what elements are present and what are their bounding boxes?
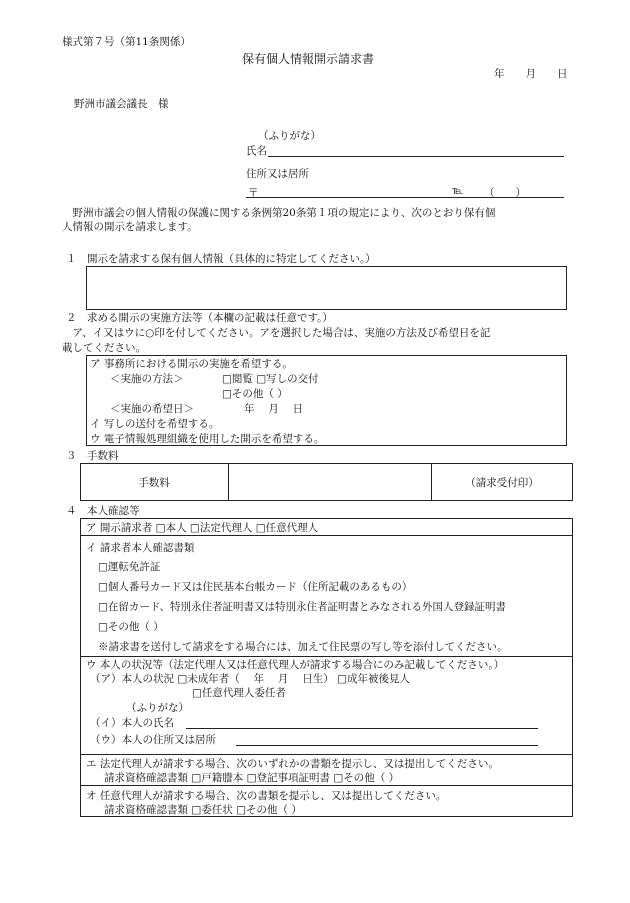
voluntary-agent-docs[interactable]: 請求資格確認書類 □委任状 □その他（ ）	[104, 804, 302, 816]
section1-title: １ 開示を請求する保有個人情報（具体的に特定してください。）	[66, 253, 376, 265]
row-divider-4	[80, 785, 573, 786]
addressee: 野洲市議会議長 様	[74, 98, 169, 110]
section2-note-1: ア、イ又はウに○印を付してください。アを選択した場合は、実施の方法及び希望日を記	[62, 327, 491, 339]
legal-agent-docs[interactable]: 請求資格確認書類 □戸籍謄本 □登記事項証明書 □その他（ ）	[104, 772, 400, 784]
row-divider-1	[80, 535, 573, 536]
section3-title: ３ 手数料	[66, 450, 119, 462]
id-docs-title: イ 請求者本人確認書類	[86, 542, 195, 554]
form-number: 様式第７号（第11条関係）	[62, 36, 191, 48]
principal-furigana: （ふりがな）	[126, 702, 189, 714]
name-label: 氏名	[246, 145, 267, 157]
section4-title: ４ 本人確認等	[66, 505, 140, 517]
id-doc-license[interactable]: □運転免許証	[98, 561, 161, 573]
postal-mark: 〒	[248, 187, 259, 199]
fee-value[interactable]	[228, 463, 431, 501]
address-label: 住所又は居所	[246, 168, 309, 180]
requester-type[interactable]: ア 開示請求者 □本人 □法定代理人 □任意代理人	[86, 522, 319, 534]
address-field[interactable]	[246, 197, 564, 198]
date-line: 年 月 日	[494, 68, 568, 80]
option-b-label[interactable]: イ 写しの送付を希望する。	[90, 418, 220, 430]
principal-name-field[interactable]	[186, 728, 538, 729]
principal-status[interactable]: （ア）本人の状況 □未成年者（ 年 月 日生） □成年被後見人	[90, 673, 411, 685]
stamp-label: （請求受付印）	[465, 476, 539, 489]
principal-status-title: ウ 本人の状況等（法定代理人又は任意代理人が請求する場合にのみ記載してください。）	[86, 659, 505, 671]
name-field[interactable]	[268, 156, 564, 157]
legal-agent-text: エ 法定代理人が請求する場合、次のいずれかの書類を提示し、又は提出してください。	[86, 758, 499, 770]
principal-address-label: （ウ）本人の住所又は居所	[90, 734, 216, 746]
option-a-label[interactable]: ア 事務所における開示の実施を希望する。	[90, 358, 293, 370]
date-value[interactable]: 年 月 日	[244, 403, 304, 415]
requested-info-field[interactable]	[86, 266, 567, 310]
id-doc-other[interactable]: □その他（ ）	[98, 621, 164, 633]
method-label: ＜実施の方法＞	[110, 373, 184, 385]
id-doc-mynumber[interactable]: □個人番号カード又は住民基本台帳カード（住所記載のあるもの）	[98, 581, 413, 593]
date-label: ＜実施の希望日＞	[110, 403, 194, 415]
fee-label: 手数料	[138, 476, 170, 489]
method-other[interactable]: □その他（ ）	[222, 388, 288, 400]
intro-line-2: 人情報の開示を請求します。	[62, 221, 198, 233]
principal-status-2[interactable]: □任意代理人委任者	[192, 687, 286, 699]
id-doc-note: ※請求書を送付して請求をする場合には、加えて住民票の写し等を添付してください。	[98, 641, 508, 653]
section2-note-2: 載してください。	[62, 342, 146, 354]
option-c-label[interactable]: ウ 電子情報処理組織を使用した開示を希望する。	[90, 433, 325, 445]
method-options[interactable]: □閲覧 □写しの交付	[222, 373, 319, 385]
furigana-label: （ふりがな）	[258, 130, 321, 142]
voluntary-agent-text: オ 任意代理人が請求する場合、次の書類を提示し、又は提出してください。	[86, 790, 447, 802]
tel-paren: （ ）	[484, 187, 526, 199]
page-title: 保有個人情報開示請求書	[242, 52, 375, 66]
intro-line-1: 野洲市議会の個人情報の保護に関する条例第20条第１項の規定により、次のとおり保有個	[62, 207, 496, 219]
id-doc-residence[interactable]: □在留カード、特別永住者証明書又は特別永住者証明書とみなされる外国人登録証明書	[98, 601, 506, 613]
row-divider-3	[80, 754, 573, 755]
section2-title: ２ 求める開示の実施方法等（本欄の記載は任意です。）	[66, 312, 333, 324]
tel-label: ℡	[452, 185, 464, 197]
principal-name-label: （イ）本人の氏名	[90, 717, 174, 729]
principal-address-field[interactable]	[236, 745, 538, 746]
